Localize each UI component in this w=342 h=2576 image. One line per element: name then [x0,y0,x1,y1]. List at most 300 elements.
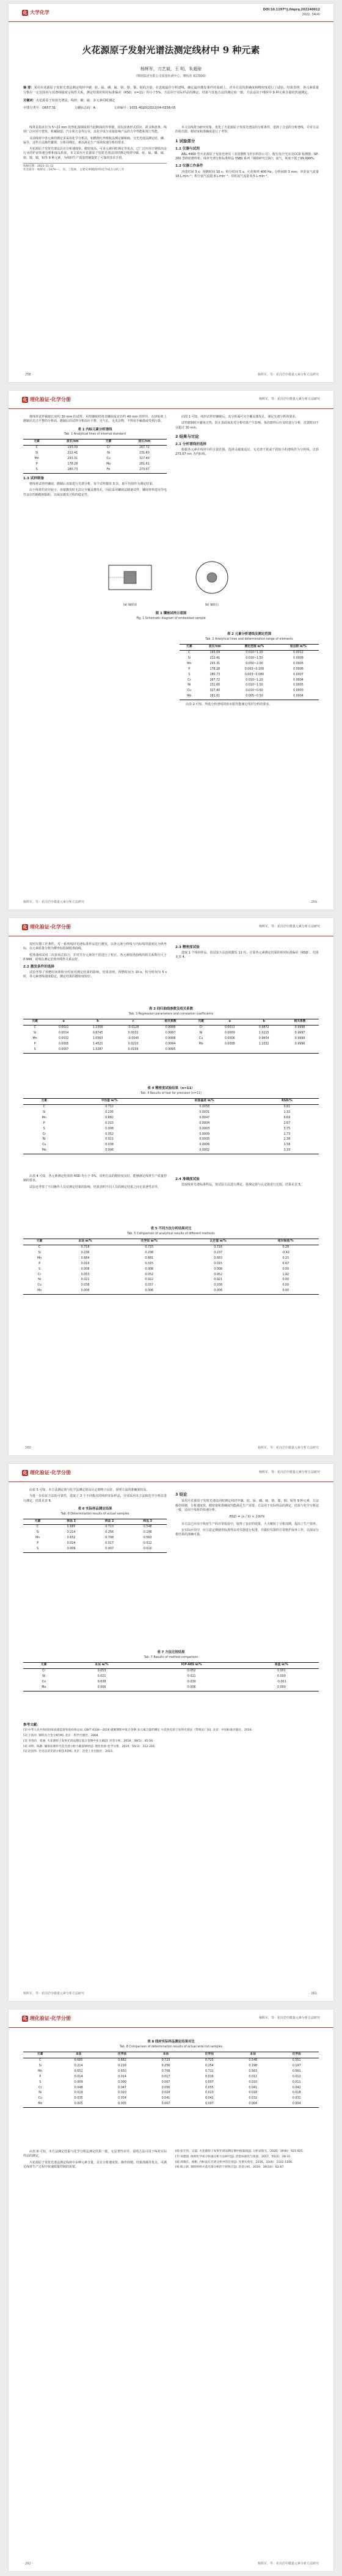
table-cell: 0.012 [143,1542,152,1546]
table-7: 元素 本法 w/% ICP-AES w/% 差值 w/% Cr 0.053 0.052 0.001 Ni 0.021 0.021 0.000 Cu 0.038 0.039 -0.001 Mo 0.006 0.006 0.000 [23,1662,319,1691]
table-row [23,1121,319,1127]
journal-logo: 化 理化验证·化学分册 [23,1469,71,1475]
table-cell: 0.014 [67,1542,76,1546]
table-cell: Mo [198,1042,203,1046]
subsection-heading: 2.4 准确度试验 [175,1178,200,1181]
table-cell: C [188,651,191,654]
section-heading: 3 结论 [175,1492,187,1497]
table-cell: 281.61 [139,463,150,466]
table-cell: 0.685 [74,2058,83,2062]
table-cell: -0.42 [282,1251,289,1254]
reference-item: [3] 李春玲，张丽. 火花源原子发射光谱法测定低合金钢中多元素[J]. 冶金分析，2018，38(5)：45-50. [23,1739,154,1743]
table-cell: 0.005~0.50 [231,694,278,700]
table-cell: 0.021 [81,1278,90,1282]
table-cell: 0.548 [143,1525,152,1529]
table-cell: 0.9997 [165,1031,176,1035]
table-cell: S [23,1547,52,1552]
table-row [23,2091,319,2096]
table-cell: 0.237 [214,1251,222,1254]
paragraph: 由表 2 可知，所选分析谱线的检出限均能满足线材分析的要求。 [186,703,272,707]
table-cell: 0.0005 [293,684,304,687]
body-columns [23,2150,319,2171]
table-cell: 0.0004 [278,694,319,700]
table-cell: 0.047 [118,2086,126,2089]
figure-caption: 图 1 镶嵌试样示意图 [155,612,187,616]
table-cell: P [39,2075,42,2079]
paragraph: 选取 1 个线材样品，按试验方法连续激发 11 次，计算各元素测定结果的相对标准偏差（RSD）。结果见表 4。 [175,951,319,960]
page-5 [9,2010,333,2571]
table-cell: Si [33,1031,37,1035]
table-cell: 0.012 [249,2075,258,2079]
body-columns [23,415,319,499]
table-row [23,2058,319,2063]
table-cell: 0.010~0.60 [246,689,263,693]
table-cell: 0.0006 [224,1037,235,1040]
table-cell: 0.238 [145,1251,154,1254]
table-cell: 0.683 [214,1256,222,1260]
table-row [23,2102,319,2107]
reference-item: [7] 孙建国. 线材化学成分快速分析方法研究[J]. 冶金标准化与质量，2017，55(2)：28-31. [175,2155,292,2158]
table-cell: 1.0563 [92,1037,103,1040]
page-header [9,918,333,936]
table-row [180,678,319,684]
table-cell: 0.15 [282,1256,289,1260]
column-left [23,942,167,982]
paragraph: 由表 4 可知，各元素测定结果的 RSD 均小于 5%，说明方法的精密度良好，能够满足线材生产质量控制的要求。 [23,1174,167,1183]
table-cell: 0.016 [81,1262,90,1265]
table-cell: 0.9996 [294,1042,305,1046]
table-cell: Cr [106,446,111,450]
page-footer: · 258 · 杨辉军，等：花岗岩中微量元素分析方法研究 [23,372,319,377]
table-cell: 0.723 [161,2058,170,2062]
table-cell: 0.725 [205,2058,214,2062]
table-cell: 1.4521 [92,1042,103,1046]
table-row [23,1042,319,1047]
table-cell: Cu [42,1680,46,1684]
table-cell: 2.67 [283,1121,291,1125]
table-cell: 0.715 [145,1245,154,1249]
table-row [23,1148,319,1154]
table-cell: 0.723 [105,1525,114,1529]
table-cell: 1.1032 [258,1042,269,1046]
subsection-heading: 2.3 精密度试验 [175,946,200,949]
table-cell: 212.41 [209,656,220,660]
affiliation: （攀钢集团有限公司质量检测中心，攀枝花 617000） [134,74,208,78]
table-cell: 0.005 [100,2102,145,2107]
table-cell: Ni [38,1278,42,1282]
table-cell: P [38,1262,41,1265]
running-head: 杨辉军，等：花岗岩中微量元素分析方法研究 [258,1470,320,1474]
table-cell: 0.0005 [58,1042,69,1046]
table-cell: Ni [187,684,191,687]
page-footer: · 262 · 杨辉军，等：花岗岩中微量元素分析方法研究 [23,2561,319,2566]
table-row [23,1278,319,1283]
table-cell: 0.69 [283,1116,291,1120]
table-cell: 0.038 [81,1284,90,1287]
journal-logo-icon: 化 [23,2016,27,2021]
table-header-cell: 相关系数 [281,1019,319,1025]
table-row [23,1668,319,1674]
table-row [23,1116,319,1121]
table-row [23,1256,319,1262]
table-cell: 0.256 [161,2064,170,2068]
paragraph: 火花源原子发射光谱法具有分析速度快、精密度高、可多元素同时测定等优点，已广泛应用于钢铁冶金行业的炉前快速分析和成品检验。本文采用火花源原子发射光谱法同时测定线材中碳、硅、锰、磷、硫、铬、镍、铜、钼等 9 种元素，为线材生产质量控制提供了可靠的技术手段。 [23,147,167,160]
table-cell: 0.0008 [293,656,304,660]
table-cell: 0.561 [292,2069,301,2073]
table-header-cell: 本法 [144,2052,187,2058]
table-cell: C [35,446,38,450]
table-cell: 0.0032 [128,1031,139,1035]
journal-logo-icon: 化 [23,1470,27,1475]
table-row [180,662,319,667]
table-cell: 0.214 [74,2064,83,2068]
table-cell: 0.214 [67,1531,76,1535]
table-cell: Mn [37,1256,42,1260]
table-cell: Mn [35,1536,40,1540]
table-cell: 0.009 [74,2080,83,2084]
table-cell: 273.07 [122,468,167,473]
table-cell: 0.0005 [293,662,304,665]
figure-1 [23,555,319,623]
table-cell: 0.0004 [293,678,304,682]
table-cell: S [39,2080,42,2084]
table-cell: 0.652 [67,1536,76,1540]
table-cell: 0.0007 [293,673,304,676]
table-cell: S [23,468,50,473]
table-header-cell: b [247,1019,281,1025]
table-row [23,2064,319,2069]
table-cell: 0.0014 [58,1031,69,1035]
table-cell: 0.236 [81,1251,90,1254]
table-cell: 0.038 [105,1143,114,1147]
reference-list [23,1729,319,1754]
reference-item: [8] 周晓东，杨帆. 内标法在光谱分析中的应用[J]. 光谱实验室，2016，33(4)：1102-1106. [175,2160,293,2164]
table-cell: 0.256 [105,1531,114,1535]
table-cell: Mo [106,463,111,466]
table-6: 元素 样品 1 样品 2 样品 3 C 0.685 0.723 0.548 Si 0.214 0.256 0.198 Mn 0.652 0.708 0.563 P 0.014 0.017 0.012 S 0.009 0.007 0.010 [23,1519,167,1554]
table-cell: 0.9872 [258,1026,269,1029]
table-caption: 表 4 精密度试验结果（n=11） [147,1087,195,1090]
table-cell: 0.018 [249,2091,258,2095]
table-row [23,1283,319,1289]
table-row [23,1674,319,1680]
table-8-block [23,2036,319,2108]
table-2: 元素 波长/nm 测定范围 w/% 检出限 w/% C 193.09 0.010~1.20 0.0012 Si 212.41 0.010~1.50 0.0008 Mn 293.31 0.050~2.00 0.0005 P 178.28 0.003~0.100 0.0006 S 180.73 0.003~0.080 0.0007 Cr 267.72 0.010~1.20 0.0004 Ni 231.60 0.010~1.00 0.0005 Cu 327.40 0.010~0.60 0.0003 Mo 281.61 0.005~0.50 0.0004 [180,644,319,701]
table-caption-en: Tab. 4 Results of test for precision (n=11) [140,1091,202,1095]
subsection-heading: 1.2 仪器工作条件 [175,164,203,168]
table-cell: 0.006 [184,1289,253,1294]
sample-before-diagram [96,559,164,602]
page-header [9,2010,333,2028]
column-right [175,126,319,181]
table-cell: 0.038 [214,1284,222,1287]
table-cell: 0.008 [81,1267,90,1271]
table-caption-en: Tab. 6 Determination results of actual samples [60,1512,129,1516]
table-cell: 0.042 [205,2097,214,2100]
table-cell: 0.007 [205,2080,214,2084]
paragraph: 由图 1 可知，线材试样经镶嵌后，其分析面可完全覆盖激发孔，满足光谱分析的要求。 [181,415,299,419]
column-right [175,415,319,499]
table-cell: 0.038 [97,1680,106,1684]
table-cell: Mo [180,694,199,700]
paragraph: 将线材试样截取长度约 30 mm 的试样，用热镶嵌机将其镶嵌成直径约 40 mm 的样块，在砂轮机上磨制出光洁平整的分析面。磨制后的试样分析面应平整、无气孔、无夹杂物，不得用手触摸或受到污染。 [23,415,167,424]
table-cell: 2.38 [283,1138,291,1141]
body-columns [23,942,319,982]
table-header-cell: 化学法 [100,2052,145,2058]
body-columns [23,1488,319,1553]
table-cell: 0.9999 [294,1037,305,1040]
table-7-block [23,1647,319,1691]
table-caption: 表 7 方法比较结果 [157,1651,185,1654]
table-cell: Cu [37,1284,42,1287]
table-cell: P [188,667,191,671]
table-caption: 表 3 回归曲线参数及相关系数 [148,1007,194,1011]
table-cell: 267.72 [209,678,220,682]
paragraph: 按照仪器工作条件，对一系列线材光谱标准样品进行激发，以各元素分析线与内标线的强度比为纵坐标，以元素质量分数为横坐标绘制校准曲线。 [23,942,167,951]
table-row [23,1025,319,1030]
table-cell: 0.041 [249,2086,258,2089]
table-cell: 0.00 [253,1289,319,1294]
table-cell: C [39,2058,42,2062]
table-row [23,1547,167,1552]
table-8 [23,2052,319,2108]
table-cell: Mo [23,2102,57,2107]
table-cell: 0.9994 [165,1042,176,1046]
column-left [23,2150,167,2171]
table-row [23,451,167,457]
page-header [9,391,333,409]
table-cell: 0.0058 [199,1105,210,1109]
table-cell: 0.010~1.20 [246,678,263,682]
table-cell: 0.016 [205,2075,214,2079]
table-cell: 0.003~0.080 [244,673,264,676]
journal-logo-icon: 化 [23,10,27,15]
table-cell: 1.32 [283,1110,291,1114]
page-3 [9,918,333,1455]
table-cell: 0.020 [118,2091,126,2095]
subsection-heading: 2.1 分析谱线的选择 [175,443,207,447]
table-cell: 0.198 [143,1531,152,1535]
table-row [23,468,167,473]
table-cell: 0.712 [105,1105,114,1109]
column-right [175,942,319,982]
table-cell: 0.050~2.00 [246,662,263,665]
paragraph: 为进一步验证方法的可靠性，选取了 3 个不同批次的线材实际样品，分别采用本方法和化学分析法进行测定，结果见表 6。 [23,1494,167,1503]
table-cell: 0.652 [74,2069,83,2073]
figure-sublabel: (b) 镶嵌后 [205,604,219,607]
table-cell: Cu [42,1143,46,1147]
reference-item: [2] 王海舟. 钢铁及合金分析[M]. 北京：科学出版社，2004. [23,1734,100,1737]
table-cell: 0.0003 [199,1127,210,1131]
table-cell: Ni [199,1031,203,1035]
table-row [23,1530,167,1536]
keywords: 关键词：火花源原子发射光谱法；线材；碳；硫；多元素同时测定 [23,99,115,103]
table-row [23,1143,319,1148]
table-cell: 0.056 [161,2086,170,2089]
paragraph: 试样磨制时应避免过热，防止表面氧化对分析结果产生影响。每次磨样后应及时进行分析，放置时间不宜超过 30 min。 [175,421,319,430]
table-cell: 0.0012 [293,651,304,654]
table-row [23,2086,319,2091]
paragraph: 目前线材中各元素的测定多采用化学分析法，如燃烧红外吸收法测定碳和硫、分光光度法测定硅、磷、锰等，这些方法操作繁琐、分析周期长，难以满足生产现场快速分析的要求。 [23,136,167,145]
table-cell: 0.0006 [293,667,304,671]
paragraph: 本方法已应用于线材生产的日常检验中，取得了良好的效果，大大缩短了分析周期，提高了生产效率。 [181,1522,319,1526]
table-cell: 0.011 [292,2080,301,2084]
table-cell: 193.09 [67,446,78,450]
table-cell: 0.000 [244,1685,319,1691]
paragraph: 冲洗时间 3 s；预燃时间 10 s；积分时间 5 s；火花频率 400 Hz；分析间隙 3 mm；冲洗氩气流量 18 L·min⁻¹；积分氩气流量 8 L·min⁻¹；待机氩气流量 0.5 L·min⁻¹。 [175,170,319,178]
table-cell: 0.007 [187,2102,232,2107]
table-cell: 0.053 [97,1669,106,1673]
table-cell: Mn [34,457,39,461]
paragraph: 由于线材的直径较小，直接激发时无法完全覆盖激发孔，因此采用镶嵌法制备试样。镶嵌材料选用导电性良好的酚醛树脂粉，以保证激发过程的稳定性。 [23,488,167,497]
table-cell: 0.004 [231,2102,274,2107]
table-cell: 1.0215 [258,1031,269,1035]
table-row [23,1525,167,1530]
column-right [175,2150,319,2171]
paragraph: 在实际应用中，应注意定期使用标准样品对仪器进行校准，并做好仪器的日常维护保养工作，以保证分析结果的准确可靠。 [175,1529,319,1537]
table-cell: 0.684 [81,1256,90,1260]
table-cell: 0.0210 [128,1042,139,1046]
table-cell: 0.008 [145,1267,154,1271]
table-cell: 0.0021 [58,1026,69,1029]
references-heading: 参考文献： [23,1723,40,1727]
subsection-heading: 1.1 仪器与试剂 [175,147,200,151]
section-heading: 1 试验部分 [175,138,195,143]
table-cell: 0.004 [274,2102,319,2107]
table-cell: 0.563 [249,2069,258,2073]
table-cell: 178.28 [67,463,78,466]
table-cell: 0.021 [214,1278,222,1282]
table-cell: Si [38,1251,41,1254]
table-cell: -0.0128 [127,1026,139,1029]
paragraph: 由表 5 可知，本方法测定值与化学法测定值及认定值吻合良好，说明方法的准确度较高。 [29,1488,150,1492]
table-cell: 0.197 [292,2064,301,2068]
table-cell: Ni [107,452,111,455]
table-cell: 180.73 [209,673,220,676]
table-cell: S [23,1047,46,1053]
table-row [180,694,319,700]
table-cell: 0.052 [214,1273,222,1276]
table-cell: 0.9995 [151,1047,189,1053]
table-cell: 0.198 [249,2064,258,2068]
table-cell: 0.039 [187,1680,196,1684]
table-cell: P [37,1542,39,1546]
table-3-block [23,1004,319,1054]
table-row [180,673,319,678]
table-header-cell: c [115,1019,151,1025]
table-cell: 0.037 [145,1284,154,1287]
table-cell: 0.0031 [199,1110,210,1114]
equation: RSD = (s / x̄) × 100% [229,1515,265,1519]
table-cell: 0.00 [282,1267,289,1271]
table-cell [213,1047,247,1053]
table-cell: 0.716 [214,1245,222,1249]
figure-caption-en: Fig. 1 Schematic diagram of embedded sample [136,617,206,621]
table-cell: 178.28 [209,667,220,671]
table-cell: 0.0047 [199,1116,210,1120]
table-cell: 0.563 [143,1536,152,1540]
table-row [23,462,167,468]
paragraph: 选取线材光谱标准样品，按试验方法进行测定，将测定值与认定值进行比较，结果见表 5。 [181,1183,304,1187]
table-cell: 0.021 [97,1674,106,1678]
table-row [23,1127,319,1132]
table-cell: P [35,463,38,466]
table-cell: Si [36,1531,39,1535]
table-cell: 0.008 [105,1127,114,1131]
table-cell: 0.216 [118,2064,126,2068]
table-cell: 0.006 [64,1685,139,1691]
table-row [23,1047,319,1053]
running-head: 杨辉军，等：花岗岩中微量元素分析方法研究 [258,397,320,401]
table-row [23,1031,319,1037]
table-5-block [23,1223,319,1295]
issue-date: 2022, 34(4) [302,12,320,16]
reference-item: [6] 张宏伟，吴磊. 火花源原子发射光谱法测定钢中痕量硫[J]. 分析试验室，2020，39(8)：921-925. [175,2150,304,2153]
table-cell: -0.0045 [127,1037,139,1040]
journal-logo: 化 理化验证·化学分册 [23,924,71,930]
table-cell: 0.0002 [154,1148,255,1154]
table-row [23,1132,319,1138]
table-cell: 1.92 [282,1273,289,1276]
table-cell: Ni [38,2091,42,2095]
table-cell: 0.042 [292,2086,301,2089]
journal-logo: 化 大学化学 [23,9,49,15]
table-cell: P [34,1042,36,1046]
table-cell [247,1047,281,1053]
table-4: 元素 平均值 w/% 标准偏差 w/% RSD/% C 0.712 0.0058 0.81 Si 0.235 0.0031 1.32 Mn 0.682 0.0047 0.69 P 0.015 0.0004 2.67 S 0.008 0.0003 3.75 Cr 0.052 0.0009 1.73 Ni 0.021 0.0005 2.38 Cu 0.038 0.0006 1.58 Mo 0.006 0.0002 3.33 [23,1098,319,1155]
table-cell: 0.006 [115,1289,184,1294]
table-cell: 0.052 [145,1273,154,1276]
subsection-heading: 1.3 试样制备 [23,477,45,480]
doi: DOI:10.1197*/j.fmprq.202240012 [263,8,320,12]
table-cell: Cr [42,1669,46,1673]
table-row [23,1289,319,1294]
table-row [23,1536,167,1541]
table-cell: 0.0006 [199,1143,210,1147]
table-cell: 0.000 [277,1674,286,1678]
table-cell [189,1047,213,1053]
table-cell: 0.708 [161,2069,170,2073]
table-row [23,2080,319,2086]
table-caption: 表 2 元素分析谱线及测定范围 [227,632,272,636]
table-cell: Si [43,1110,46,1114]
table-cell: 0.006 [56,1289,115,1294]
page-1 [9,4,333,382]
table-cell: -0.001 [277,1680,286,1684]
table-cell: Cu [198,1037,203,1040]
table-cell: 0.0007 [46,1047,81,1053]
table-cell: 0.006 [139,1685,244,1691]
page-footer: · 260 · 杨辉军，等：花岗岩中微量元素分析方法研究 [23,1445,319,1450]
running-head: 杨辉军，等：花岗岩中微量元素分析方法研究 [258,924,320,928]
table-row [23,2096,319,2102]
table-header-cell: 化学法 [187,2052,232,2058]
table-row [23,2075,319,2080]
table-cell: 0.017 [161,2075,170,2079]
table-cell [281,1047,319,1053]
table-cell: 0.9998 [294,1026,305,1029]
table-cell: C [43,1105,45,1109]
paragraph: 校准曲线采用二次多项式拟合，并对共存元素的干扰进行了校正。各元素校准曲线的相关系数均大于 0.999，说明在测定范围内线性关系良好。 [23,953,167,961]
table-cell: C [37,1525,39,1529]
table-cell: 0.9996 [165,1026,176,1029]
table-cell: 0.018 [292,2091,301,2095]
table-header-cell: 本法 [231,2052,274,2058]
table-row [23,446,167,451]
table-row [23,1104,319,1110]
table-cell: 0.711 [205,2069,214,2073]
paragraph: 将线材试样经镶嵌、磨制后直接进行光谱分析。每个试样激发 3 次，取平均值作为测定结果。 [29,482,156,487]
